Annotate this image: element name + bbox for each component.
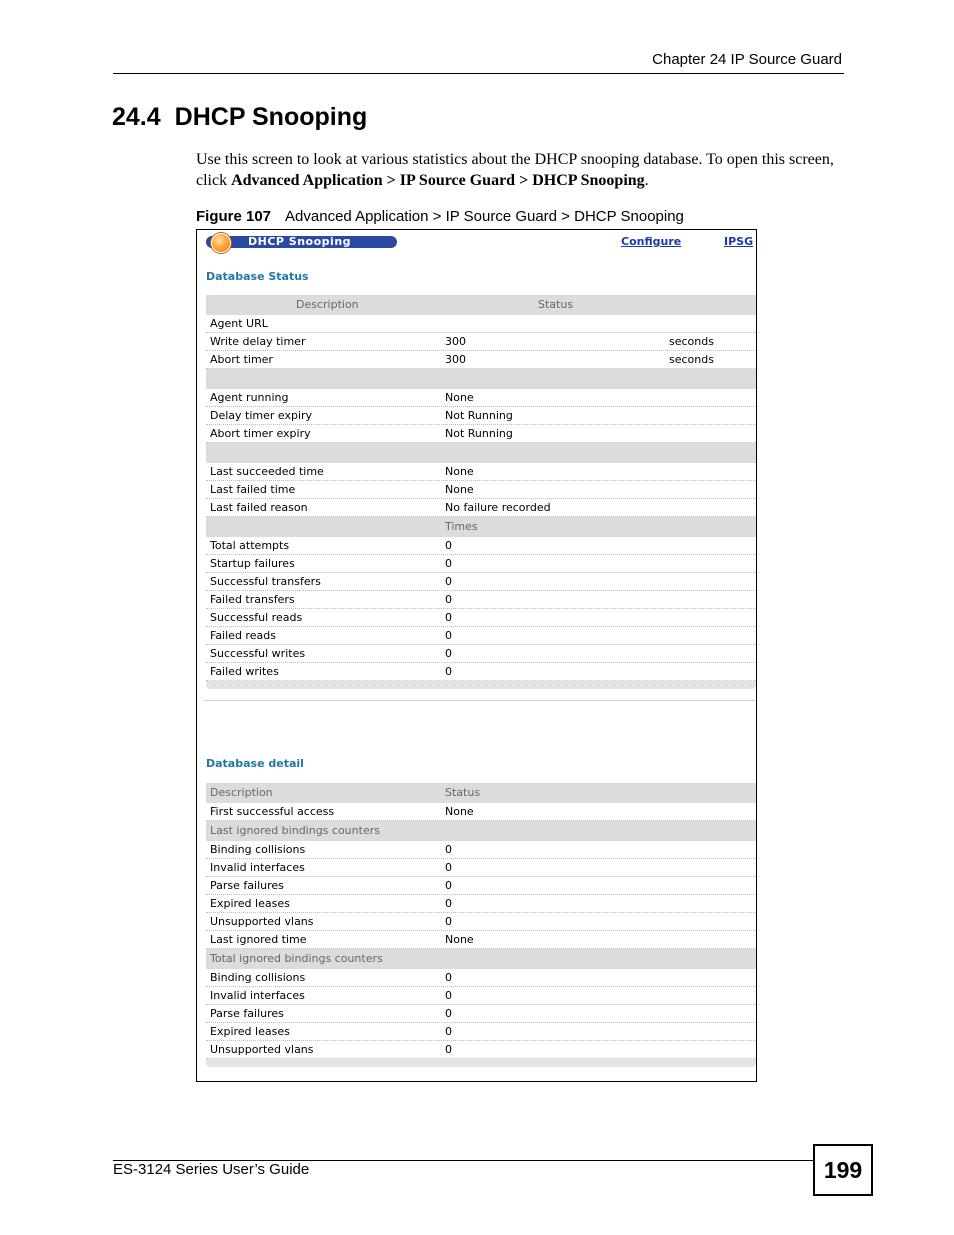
row-label: Total attempts bbox=[210, 539, 290, 552]
row-value: None bbox=[445, 465, 474, 478]
intro-paragraph bbox=[196, 149, 836, 191]
section-number: 24.4 bbox=[112, 103, 161, 131]
row-value: None bbox=[445, 391, 474, 404]
row-label: Write delay timer bbox=[210, 335, 306, 348]
row-value: 0 bbox=[445, 915, 452, 928]
row-label: Parse failures bbox=[210, 879, 284, 892]
row-label: Expired leases bbox=[210, 897, 290, 910]
row-label: Abort timer bbox=[210, 353, 273, 366]
table-row bbox=[206, 663, 756, 681]
row-value: None bbox=[445, 483, 474, 496]
row-label: Binding collisions bbox=[210, 843, 306, 856]
table-footer bbox=[206, 681, 756, 689]
row-value: 0 bbox=[445, 665, 452, 678]
times-label: Times bbox=[445, 520, 478, 533]
row-label: Agent running bbox=[210, 391, 289, 404]
section-title-text: DHCP Snooping bbox=[174, 103, 368, 131]
row-label: Abort timer expiry bbox=[210, 427, 311, 440]
intro-end: . bbox=[644, 172, 649, 189]
row-unit: seconds bbox=[669, 353, 714, 366]
row-value: 0 bbox=[445, 647, 452, 660]
times-header bbox=[206, 517, 756, 537]
col-status: Status bbox=[538, 298, 574, 311]
table-row bbox=[206, 463, 756, 481]
group-label: Last ignored bindings counters bbox=[210, 824, 380, 837]
row-label: Failed transfers bbox=[210, 593, 295, 606]
figure-label: Figure 107 bbox=[196, 208, 272, 225]
table-row bbox=[206, 1005, 756, 1023]
table-row bbox=[206, 537, 756, 555]
row-label: Unsupported vlans bbox=[210, 915, 314, 928]
row-value: 300 bbox=[445, 335, 466, 348]
table-row bbox=[206, 877, 756, 895]
table-row bbox=[206, 333, 756, 351]
table-row bbox=[206, 1041, 756, 1059]
database-status-table bbox=[206, 295, 756, 689]
row-value: 0 bbox=[445, 861, 452, 874]
row-value: No failure recorded bbox=[445, 501, 551, 514]
header-rule bbox=[113, 73, 844, 74]
dhcp-snooping-screen bbox=[196, 229, 757, 1082]
row-label: First successful access bbox=[210, 805, 335, 818]
row-value: 0 bbox=[445, 593, 452, 606]
table-row bbox=[206, 481, 756, 499]
row-value: 0 bbox=[445, 843, 452, 856]
table-row bbox=[206, 315, 756, 333]
table-row bbox=[206, 803, 756, 821]
row-value: 0 bbox=[445, 971, 452, 984]
intro-text: Use this screen to look at various statistics about the DHCP snooping database. To open this screen, click bbox=[196, 151, 834, 189]
table-separator-band bbox=[206, 369, 756, 389]
row-value: 0 bbox=[445, 1007, 452, 1020]
row-value: 0 bbox=[445, 575, 452, 588]
database-detail-heading: Database detail bbox=[206, 757, 304, 770]
table-row bbox=[206, 987, 756, 1005]
col-description: Description bbox=[296, 298, 359, 311]
table-separator-band bbox=[206, 443, 756, 463]
table-row bbox=[206, 499, 756, 517]
row-label: Last succeeded time bbox=[210, 465, 324, 478]
total-ignored-header bbox=[206, 949, 756, 969]
row-label: Invalid interfaces bbox=[210, 861, 305, 874]
table-row bbox=[206, 859, 756, 877]
row-label: Successful writes bbox=[210, 647, 306, 660]
row-label: Successful transfers bbox=[210, 575, 321, 588]
section-divider bbox=[203, 700, 755, 701]
table-row bbox=[206, 913, 756, 931]
table-row bbox=[206, 1023, 756, 1041]
page-number: 199 bbox=[813, 1144, 873, 1196]
row-value: Not Running bbox=[445, 409, 513, 422]
row-value: 0 bbox=[445, 1025, 452, 1038]
chapter-header: Chapter 24 IP Source Guard bbox=[652, 51, 842, 68]
row-label: Unsupported vlans bbox=[210, 1043, 314, 1056]
table-row bbox=[206, 645, 756, 663]
table-row bbox=[206, 841, 756, 859]
figure-caption bbox=[196, 208, 684, 225]
row-label: Delay timer expiry bbox=[210, 409, 313, 422]
last-ignored-header bbox=[206, 821, 756, 841]
row-value: Not Running bbox=[445, 427, 513, 440]
screen-title: DHCP Snooping bbox=[248, 235, 352, 248]
figure-caption-text: Advanced Application > IP Source Guard > DHCP Snooping bbox=[285, 208, 684, 225]
table-row bbox=[206, 555, 756, 573]
table-row bbox=[206, 895, 756, 913]
table-row bbox=[206, 609, 756, 627]
col-status: Status bbox=[445, 786, 481, 799]
row-unit: seconds bbox=[669, 335, 714, 348]
table-row bbox=[206, 425, 756, 443]
intro-menu-path: Advanced Application > IP Source Guard > DHCP Snooping bbox=[231, 172, 645, 189]
table-row bbox=[206, 389, 756, 407]
row-label: Expired leases bbox=[210, 1025, 290, 1038]
row-value: 0 bbox=[445, 629, 452, 642]
table-row bbox=[206, 627, 756, 645]
col-description: Description bbox=[210, 786, 273, 799]
row-label: Last ignored time bbox=[210, 933, 307, 946]
row-value: 0 bbox=[445, 557, 452, 570]
row-value: 0 bbox=[445, 1043, 452, 1056]
footer-guide-title: ES-3124 Series User’s Guide bbox=[113, 1161, 310, 1178]
row-value: 300 bbox=[445, 353, 466, 366]
row-value: 0 bbox=[445, 539, 452, 552]
ipsg-link[interactable]: IPSG bbox=[724, 235, 754, 248]
table-row bbox=[206, 407, 756, 425]
table-row bbox=[206, 591, 756, 609]
table-row bbox=[206, 351, 756, 369]
row-label: Successful reads bbox=[210, 611, 303, 624]
row-value: 0 bbox=[445, 989, 452, 1002]
row-label: Agent URL bbox=[210, 317, 268, 330]
group-label: Total ignored bindings counters bbox=[210, 952, 383, 965]
row-label: Failed writes bbox=[210, 665, 279, 678]
configure-link[interactable]: Configure bbox=[621, 235, 682, 248]
row-value: None bbox=[445, 933, 474, 946]
orange-orb-icon bbox=[211, 233, 231, 253]
row-label: Binding collisions bbox=[210, 971, 306, 984]
section-title bbox=[112, 103, 367, 132]
row-value: 0 bbox=[445, 611, 452, 624]
row-label: Last failed reason bbox=[210, 501, 308, 514]
table-header bbox=[206, 295, 756, 315]
row-label: Invalid interfaces bbox=[210, 989, 305, 1002]
row-value: 0 bbox=[445, 879, 452, 892]
table-row bbox=[206, 573, 756, 591]
row-label: Failed reads bbox=[210, 629, 276, 642]
database-status-heading: Database Status bbox=[206, 270, 309, 283]
table-header bbox=[206, 783, 756, 803]
database-detail-table bbox=[206, 783, 756, 1067]
row-label: Last failed time bbox=[210, 483, 296, 496]
table-row bbox=[206, 969, 756, 987]
row-value: 0 bbox=[445, 897, 452, 910]
table-row bbox=[206, 931, 756, 949]
row-label: Startup failures bbox=[210, 557, 295, 570]
table-footer bbox=[206, 1059, 756, 1067]
row-label: Parse failures bbox=[210, 1007, 284, 1020]
row-value: None bbox=[445, 805, 474, 818]
